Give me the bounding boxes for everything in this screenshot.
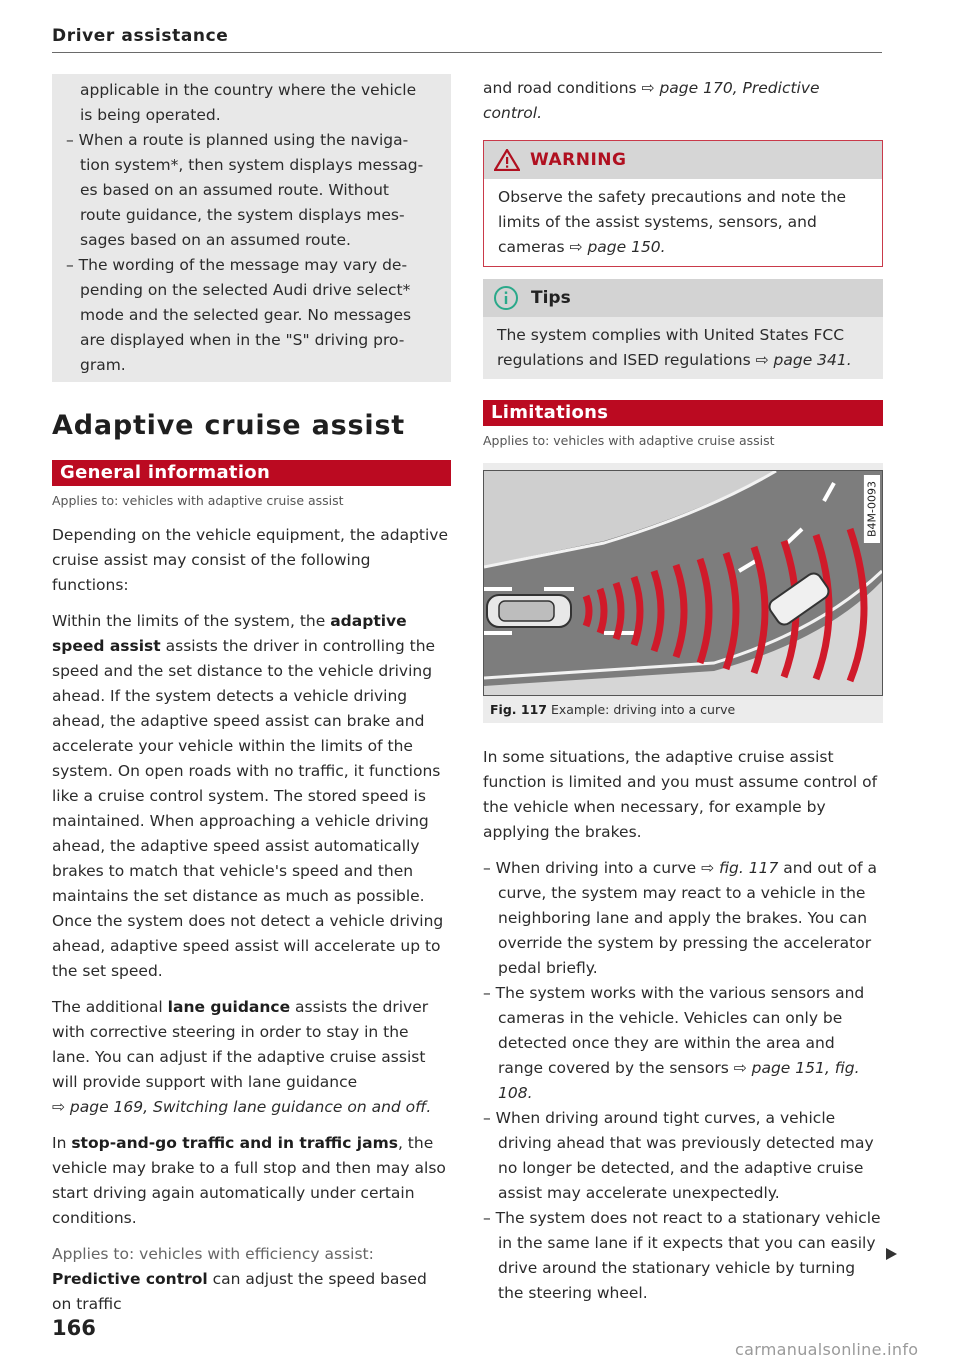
tips-title: Tips [531, 288, 571, 308]
bold-term: lane guidance [167, 998, 291, 1016]
text-line: applicable in the country where the vehicle [80, 81, 417, 99]
paragraph: Within the limits of the system, the adaptive speed assist assists the driver in controlling the speed and the set distance to the vehicle driving ahead. If the system detects a vehicle driving ahead, the adaptive speed assist can brake and accelerate your vehicle within the limits of the system. On open roads with no traffic, it functions like a cruise control system. The stored speed is maintained. When approaching a vehicle driving ahead, the adaptive speed assist automatically brakes to match that vehicle's speed and then maintains the set distance as much as possible. Once the system does not detect a vehicle driving ahead, adaptive speed assist will accelerate up to the set speed. [52, 612, 444, 980]
bullet-item: – When driving into a curve ⇨ fig. 117 and out of a curve, the system may react to a vehicle in the neighboring lane and apply the brakes. You can override the system by pressing the accelerator pedal briefly. [483, 859, 878, 977]
cross-reference-link[interactable]: ⇨ page 150. [569, 238, 666, 256]
paragraph: In some situations, the adaptive cruise assist function is limited and you must assume control of the vehicle when necessary, for example by applying the brakes. [483, 748, 878, 841]
cross-reference-link[interactable]: ⇨ page 151, fig. 108. [498, 1059, 860, 1102]
tips-box [483, 279, 883, 379]
left-column [52, 74, 451, 1317]
text-line: route guidance, the system displays mes- [80, 206, 405, 224]
text-line: tion system*, then system displays messag- [80, 156, 424, 174]
text-line: es based on an assumed route. Without [80, 181, 389, 199]
subsection-banner: Limitations [483, 400, 883, 426]
bullet-item: – When driving around tight curves, a vehicle driving ahead that was previously detected may no longer be detected, and the adaptive cruise assist may accelerate unexpectedly. [483, 1109, 874, 1202]
tips-header [483, 279, 883, 317]
bullet-item: – The wording of the message may vary de- [66, 256, 408, 274]
cross-reference-link[interactable]: ⇨ page 341. [755, 351, 852, 369]
arrow-right-icon [886, 1248, 897, 1260]
applies-to-note: Applies to: vehicles with adaptive cruise assist [52, 493, 344, 508]
warning-text: Observe the safety precautions and note the limits of the assist systems, sensors, and cameras ⇨ page 150. [498, 188, 847, 256]
section-title: Adaptive cruise assist [52, 410, 406, 441]
warning-title: WARNING [530, 150, 627, 170]
text-line: pending on the selected Audi drive select* [80, 281, 411, 299]
note-continuation-box [52, 74, 451, 382]
figure [483, 463, 883, 723]
bullet-item: – The system works with the various sensors and cameras in the vehicle. Vehicles can only be detected once they are within the area and range covered by the sensors ⇨ page 151, fig. 108. [483, 984, 865, 1102]
illustration-svg [484, 471, 882, 695]
warning-header [484, 141, 882, 179]
paragraph: Depending on the vehicle equipment, the adaptive cruise assist may consist of the following functions: [52, 526, 448, 594]
text-line: gram. [80, 356, 126, 374]
header-rule [52, 52, 882, 53]
cross-reference-link[interactable]: ⇨ page 169, Switching lane guidance on and off. [52, 1098, 432, 1116]
figure-caption: Fig. 117 Example: driving into a curve [490, 702, 736, 717]
tips-body [483, 317, 883, 379]
curve-driving-illustration [483, 470, 883, 696]
paragraph: In stop-and-go traffic and in traffic jams, the vehicle may brake to a full stop and then may also start driving again automatically under certain conditions. [52, 1134, 446, 1227]
warning-body [484, 179, 882, 266]
warning-box [483, 140, 883, 267]
text-line: are displayed when in the "S" driving pro- [80, 331, 405, 349]
bold-term: stop-and-go traffic and in traffic jams [71, 1134, 398, 1152]
text-line: sages based on an assumed route. [80, 231, 351, 249]
bullet-item: – When a route is planned using the naviga- [66, 131, 409, 149]
text-line: mode and the selected gear. No messages [80, 306, 412, 324]
page-number: 166 [52, 1316, 96, 1340]
cross-reference-link[interactable]: ⇨ page 170, Predictive control. [483, 79, 820, 122]
watermark: carmanualsonline.info [735, 1340, 919, 1359]
applies-to-note: Applies to: vehicles with adaptive cruise assist [483, 433, 775, 448]
bullet-item: – The system does not react to a stationary vehicle in the same lane if it expects that you can easily drive around the stationary vehicle by turning the steering wheel. [483, 1209, 881, 1302]
bold-term: adaptive speed assist [52, 612, 407, 655]
subsection-banner: General information [52, 460, 451, 486]
figure-id-tag: B4M-0093 [863, 475, 880, 543]
paragraph: Applies to: vehicles with efficiency assist: Predictive control can adjust the speed based on traffic [52, 1245, 427, 1313]
cross-reference-link[interactable]: ⇨ fig. 117 [701, 859, 779, 877]
right-column [483, 76, 883, 1306]
paragraph: and road conditions ⇨ page 170, Predictive control. [483, 79, 820, 122]
paragraph: The additional lane guidance assists the driver with corrective steering in order to stay in the lane. You can adjust if the adaptive cruise assist will provide support with lane guidance ⇨ page 169, Switching lane guidance on and off. [52, 998, 432, 1116]
text-line: is being operated. [80, 106, 221, 124]
bold-term: Predictive control [52, 1270, 208, 1288]
info-circle-icon [493, 285, 519, 311]
tips-text: The system complies with United States FCC regulations and ISED regulations ⇨ page 341. [497, 326, 852, 369]
warning-triangle-icon [494, 149, 520, 171]
page-header-title: Driver assistance [52, 26, 229, 46]
